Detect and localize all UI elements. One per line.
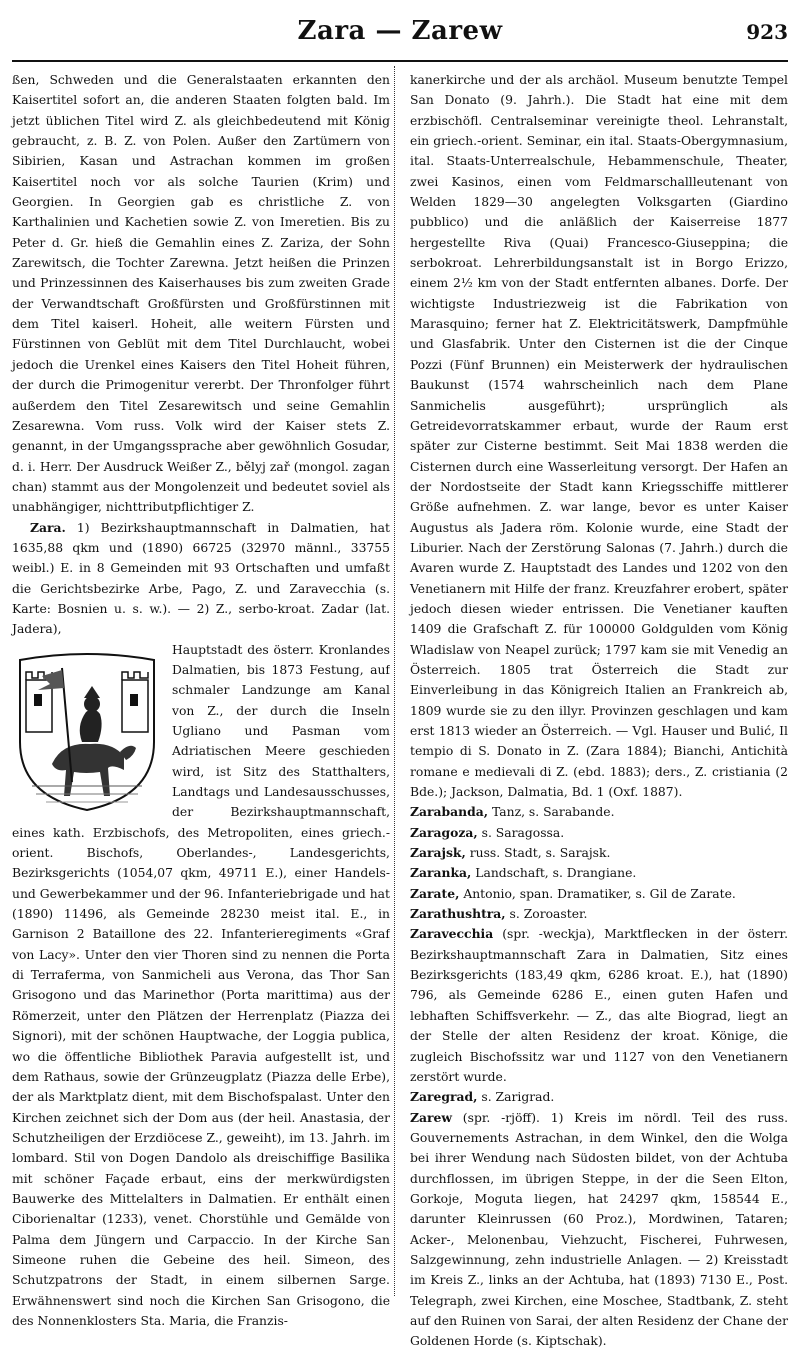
zarew-entry <box>410 1108 788 1352</box>
zaravecchia-lemma: Zaravecchia <box>410 926 494 942</box>
entry-lemma: Zaranka, <box>410 865 472 881</box>
entry-lemma: Zarajsk, <box>410 845 466 861</box>
list-item <box>410 884 788 904</box>
entry-text: Antonio, span. Dramatiker, s. Gil de Zarate. <box>463 886 736 901</box>
zara-entry-continuation-right: kanerkirche und der als archäol. Museum benutzte Tempel San Donato (9. Jahrh.). Die Stadt hat eine mit dem erzbischöfl. Centralseminar vereinigte theol. Lehranstalt, ein griech.-orient. Seminar, ein ital. Staats-Obergymnasium, ital. Staats-Unterrealschule, Hebammenschule, Theater, zwei Kasinos, einen vom Feldmarschallleutenant von Welden 1829—30 angelegten Volksgarten (Giardino pubblico) und die anläßlich der Kaiserreise 1877 hergestellte Riva (Quai) Francesco-Giuseppina; die serbokroat. Lehrerbildungsanstalt ist in Borgo Erizzo, einem 2½ km von der Stadt entfernten albanes. Dorfe. Der wichtigste Industriezweig ist die Fabrikation von Marasquino; ferner hat Z. Elektricitätswerk, Dampfmühle und Glasfabrik. Unter den Cisternen ist die der Cinque Pozzi (Fünf Brunnen) ein Meisterwerk der hydraulischen Baukunst (1574 wahrscheinlich nach dem Plane Sanmichelis ausgeführt); ursprünglich als Getreidevorratskammer erbaut, wurde der Raum erst später zur Cisterne bestimmt. Seit Mai 1838 werden die Cisternen durch eine Wasserleitung versorgt. Der Hafen an der Nordostseite der Stadt kann Kriegsschiffe mittlerer Größe aufnehmen. Z. war lange, bevor es unter Kaiser Augustus als Jadera röm. Kolonie wurde, eine Stadt der Liburier. Nach der Zerstörung Salonas (7. Jahrh.) durch die Avaren wurde Z. Hauptstadt des Landes und 1202 von den Venetianern mit Hilfe der franz. Kreuzfahrer erobert, später jedoch diesen wieder entrissen. Die Venetianer kauften 1409 die Grafschaft Z. für 100000 Goldgulden vom König Wladislaw von Neapel zurück; 1797 kam sie mit Venedig an Österreich. 1805 trat Österreich die Stadt zur Einverleibung in das Königreich Italien an Frankreich ab, 1809 wurde sie zu den illyr. Provinzen geschlagen und kam erst 1813 wieder an Österreich. — Vgl. Hauser und Bulić, Il tempio di S. Donato in Z. (Zara 1884); Bianchi, Antichità romane e medievali di Z. (ebd. 1883); ders., Z. cristiania (2 Bde.); Jackson, Dalmatia, Bd. 1 (Oxf. 1887). <box>410 73 788 800</box>
zara-coat-of-arms-icon <box>12 646 162 814</box>
zarew-text: (spr. -rjöff). 1) Kreis im nördl. Teil des russ. Gouvernements Astrachan, in dem Winkel, den die Wolga bei ihrer Wendung nach Südosten bildet, von der Achtuba durchflossen, im übrigen Steppe, in der die Seen Elton, Gorkoje, Moguta liegen, hat 24297 qkm, 158544 E., darunter Kleinrussen (60 Proz.), Mordwinen, Tataren; Acker-, Melonenbau, Viehzucht, Fischerei, Fuhrwesen, Salzgewinnung, zehn industrielle Anlagen. — 2) Kreisstadt im Kreis Z., links an der Achtuba, hat (1893) 7130 E., Post. Telegraph, zwei Kirchen, eine Moschee, Stadtbank, Z. steht auf den Ruinen von Sarai, der alten Residenz der Chane der Goldenen Horde (s. Kiptschak). <box>410 1110 788 1349</box>
zara-entry <box>12 518 390 640</box>
entry-lemma: Zarate, <box>410 885 460 901</box>
column-divider <box>394 66 395 1296</box>
zara-lemma: Zara. <box>30 519 66 535</box>
zara-hauptstadt-paragraph <box>12 640 390 1332</box>
zaregrad-entry <box>410 1087 788 1107</box>
header-rule <box>12 60 788 62</box>
right-column <box>410 70 788 1352</box>
zaregrad-text: s. Zarigrad. <box>481 1090 555 1105</box>
zaravecchia-text: (spr. -weckja), Marktflecken in der österr. Bezirkshauptmannschaft Zara in Dalmatien, Sitz eines Bezirksgerichts (183,49 qkm, 6286 kroat. E.), hat (1890) 796, als Gemeinde 6286 E., einen guten Hafen und lebhaften Schiffsverkehr. — Z., das alte Biograd, liegt an der Stelle der alten Residenz der kroat. Könige, die zugleich Bischofssitz war und 1127 von den Venetianern zerstört wurde. <box>410 927 788 1084</box>
zaravecchia-entry <box>410 924 788 1087</box>
entry-text: russ. Stadt, s. Sarajsk. <box>469 846 611 861</box>
entry-lemma: Zarathushtra, <box>410 906 506 922</box>
entry-lemma: Zarabanda, <box>410 804 489 820</box>
page-header <box>12 12 788 56</box>
entry-text: s. Saragossa. <box>481 825 565 840</box>
left-column <box>12 70 390 1331</box>
running-title: Zara — Zarew <box>297 16 503 46</box>
page-number: 923 <box>746 20 788 44</box>
list-item <box>410 823 788 843</box>
zar-entry-continuation: ßen, Schweden und die Generalstaaten erkannten den Kaisertitel sofort an, die anderen Staaten folgten bald. Im jetzt üblichen Titel wird Z. als gleichbedeutend mit König gebraucht, z. B. Z. von Polen. Außer den Zartümern von Sibirien, Kasan und Astrachan kommen im großen Kaisertitel noch vor als solche Taurien (Krim) und Georgien. In Georgien gab es christliche Z. von Karthalinien und Kachetien sowie Z. von Imeretien. Bis zu Peter d. Gr. hieß die Gemahlin eines Z. Zariza, der Sohn Zarewitsch, die Tochter Zarewna. Jetzt heißen die Prinzen und Prinzessinnen des Kaiserhauses bis zum zweiten Grade der Verwandtschaft Großfürsten und Großfürstinnen mit dem Titel kaiserl. Hoheit, alle weitern Fürsten und Fürstinnen von Geblüt mit dem Titel Durchlaucht, wobei jedoch die Urenkel eines Kaisers den Titel Hoheit führen, der durch die Primogenitur vererbt. Der Thronfolger führt außerdem den Titel Zesarewitsch und seine Gemahlin Zesarewna. Vom russ. Volk wird der Kaiser stets Z. genannt, in der Umgangssprache aber gewöhnlich Gosudar, d. i. Herr. Der Ausdruck Weißer Z., bělyj zař (mongol. zagan chan) stammt aus der Mongolenzeit und bedeutet soviel als unabhängiger, nichttributpflichtiger Z. <box>12 73 390 515</box>
entry-text: s. Zoroaster. <box>509 907 588 922</box>
zara-hauptstadt-text: Hauptstadt des österr. Kronlandes Dalmatien, bis 1873 Festung, auf schmaler Landzunge am Kanal von Z., der durch die Inseln Ugliano und Pasman vom Adriatischen Meere geschieden wird, ist Sitz des Statthalters, Landtags und Landesausschusses, der Bezirkshauptmannschaft, eines kath. Erzbischofs, des Metropoliten, eines griech.-orient. Bischofs, Oberlandes-, Landesgerichts, Bezirksgerichts (1054,07 qkm, 49711 E.), einer Handels- und Gewerbekammer und der 96. Infanteriebrigade und hat (1890) 11496, als Gemeinde 28230 meist ital. E., in Garnison 2 Bataillone des 22. Infanterieregiments «Graf von Lacy». Unter den vier Thoren sind zu nennen die Porta di Terraferma, von Sanmicheli aus Verona, das Thor San Grisogono und das Marinethor (Porta marittima) aus der Römerzeit, unter den Plätzen der Herrenplatz (Piazza dei Signori), mit der schönen Hauptwache, der Loggia publica, wo die öffentliche Bibliothek Paravia aufgestellt ist, und dem Rathaus, sowie der Grünzeugplatz (Piazza delle Erbe), der als Marktplatz dient, mit dem Bischofspalast. Unter den Kirchen zeichnet sich der Dom aus (der heil. Anastasia, der Schutzheiligen der Erzdiöcese Z., geweiht), im 13. Jahrh. im lombard. Stil von Dogen Dandolo als dreischiffige Basilika mit schöner Façade erbaut, eins der merkwürdigsten Bauwerke des Mittelalters in Dalmatien. Er enthält einen Ciborienaltar (1233), venet. Chorstühle und Gemälde von Palma dem Jüngern und Carpaccio. In der Kirche San Simeone ruhen die Gebeine des heil. Simeon, des Schutzpatrons der Stadt, in einem silbernen Sarge. Erwähnenswert sind noch die Kirchen San Grisogono, die des Nonnenklosters Sta. Maria, die Franzis- <box>12 642 390 1328</box>
zarew-lemma: Zarew <box>410 1109 452 1125</box>
list-item <box>410 863 788 883</box>
list-item <box>410 843 788 863</box>
list-item <box>410 904 788 924</box>
zaregrad-lemma: Zaregrad, <box>410 1089 478 1105</box>
zara-entry-text: 1) Bezirkshauptmannschaft in Dalmatien, hat 1635,88 qkm und (1890) 66725 (32970 männl., 33755 weibl.) E. in 8 Gemeinden mit 93 Ortschaften und umfaßt die Gerichtsbezirke Arbe, Pago, Z. und Zaravecchia (s. Karte: Bosnien u. s. w.). — 2) Z., serbo-kroat. Zadar (lat. Jadera), <box>12 520 390 637</box>
coat-of-arms-svg <box>12 646 162 814</box>
short-entries-list <box>410 802 788 924</box>
entry-lemma: Zaragoza, <box>410 824 478 840</box>
entry-text: Landschaft, s. Drangiane. <box>475 866 637 881</box>
entry-text: Tanz, s. Sarabande. <box>491 805 615 820</box>
list-item <box>410 802 788 822</box>
